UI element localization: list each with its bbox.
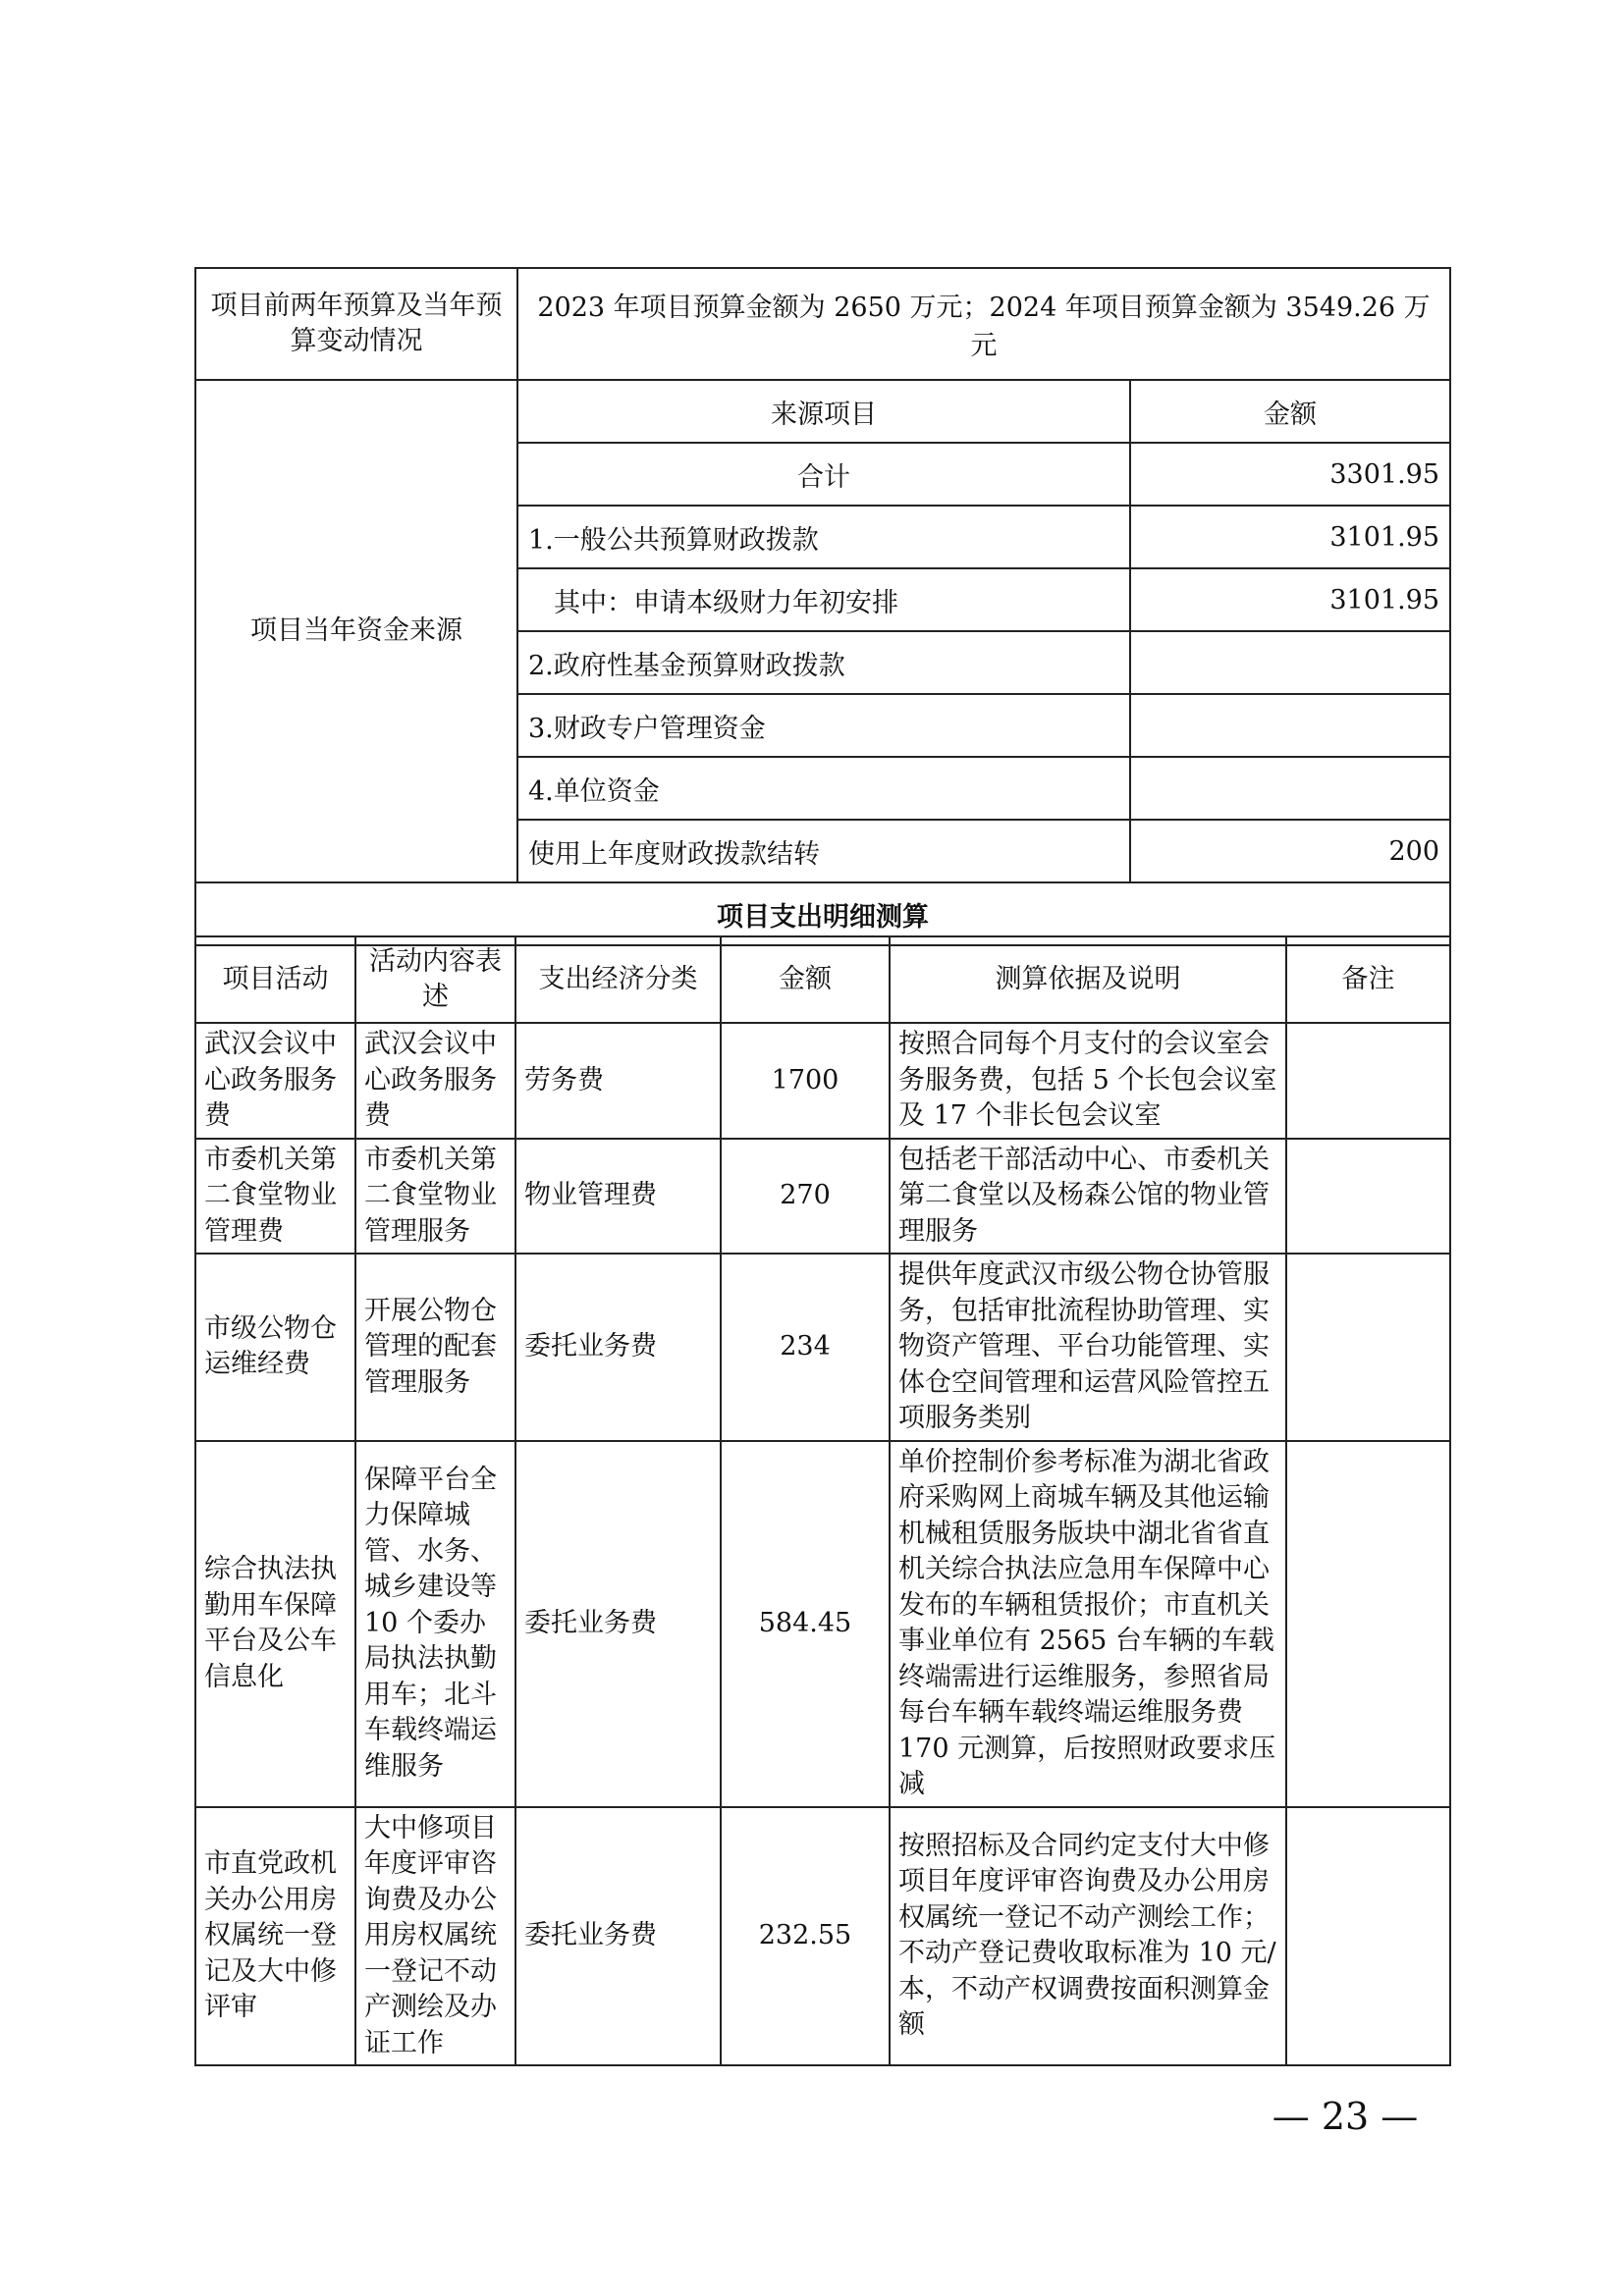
table-row	[195, 1139, 1450, 1255]
table-row	[195, 1807, 1450, 2066]
note-cell	[1286, 1254, 1450, 1441]
source-amount: 3101.95	[1130, 506, 1450, 568]
column-header: 金额	[721, 936, 890, 1023]
source-item-header: 来源项目	[517, 380, 1130, 443]
activity-cell: 市委机关第二食堂物业管理费	[195, 1139, 355, 1255]
source-amount	[1130, 757, 1450, 820]
activity-cell: 武汉会议中心政务服务费	[195, 1023, 355, 1139]
basis-cell: 包括老干部活动中心、市委机关第二食堂以及杨森公馆的物业管理服务	[890, 1139, 1286, 1255]
source-amount: 3101.95	[1130, 568, 1450, 631]
column-header: 备注	[1286, 936, 1450, 1023]
source-amount: 200	[1130, 820, 1450, 882]
source-amount: 3301.95	[1130, 443, 1450, 506]
activity-cell: 市级公物仓运维经费	[195, 1254, 355, 1441]
note-cell	[1286, 1807, 1450, 2066]
source-item: 其中：申请本级财力年初安排	[517, 568, 1130, 631]
note-cell	[1286, 1023, 1450, 1139]
amount-cell: 584.45	[721, 1441, 890, 1807]
category-cell: 劳务费	[515, 1023, 721, 1139]
amount-cell: 270	[721, 1139, 890, 1255]
content-cell: 保障平台全力保障城管、水务、城乡建设等 10 个委办局执法执勤用车；北斗车载终端运维服务	[355, 1441, 515, 1807]
content-cell: 开展公物仓管理的配套管理服务	[355, 1254, 515, 1441]
source-item: 合计	[517, 443, 1130, 506]
table-row	[195, 1023, 1450, 1139]
source-amount-header: 金额	[1130, 380, 1450, 443]
column-header: 活动内容表述	[355, 936, 515, 1023]
column-header: 支出经济分类	[515, 936, 721, 1023]
source-amount	[1130, 631, 1450, 694]
table-row	[195, 1254, 1450, 1441]
category-cell: 委托业务费	[515, 1807, 721, 2066]
source-item: 2.政府性基金预算财政拨款	[517, 631, 1130, 694]
note-cell	[1286, 1139, 1450, 1255]
note-cell	[1286, 1441, 1450, 1807]
content-cell: 大中修项目年度评审咨询费及办公用房权属统一登记不动产测绘及办证工作	[355, 1807, 515, 2066]
source-item: 3.财政专户管理资金	[517, 694, 1130, 757]
activity-cell: 市直党政机关办公用房权属统一登记及大中修评审	[195, 1807, 355, 2066]
source-item: 使用上年度财政拨款结转	[517, 820, 1130, 882]
funding-table	[194, 267, 1451, 946]
expense-detail-title: 项目支出明细测算	[195, 882, 1450, 945]
category-cell: 物业管理费	[515, 1139, 721, 1255]
budget-change-value: 2023 年项目预算金额为 2650 万元；2024 年项目预算金额为 3549.26 万元	[517, 268, 1450, 380]
content-cell: 市委机关第二食堂物业管理服务	[355, 1139, 515, 1255]
basis-cell: 提供年度武汉市级公物仓协管服务，包括审批流程协助管理、实物资产管理、平台功能管理、实体仓空间管理和运营风险管控五项服务类别	[890, 1254, 1286, 1441]
content-cell: 武汉会议中心政务服务费	[355, 1023, 515, 1139]
source-item: 4.单位资金	[517, 757, 1130, 820]
activity-cell: 综合执法执勤用车保障平台及公车信息化	[195, 1441, 355, 1807]
basis-cell: 按照招标及合同约定支付大中修项目年度评审咨询费及办公用房权属统一登记不动产测绘工作；不动产登记费收取标准为 10 元/本，不动产权调费按面积测算金额	[890, 1807, 1286, 2066]
amount-cell: 234	[721, 1254, 890, 1441]
amount-cell: 1700	[721, 1023, 890, 1139]
source-item: 1.一般公共预算财政拨款	[517, 506, 1130, 568]
budget-change-label: 项目前两年预算及当年预算变动情况	[195, 268, 517, 380]
category-cell: 委托业务费	[515, 1254, 721, 1441]
amount-cell: 232.55	[721, 1807, 890, 2066]
category-cell: 委托业务费	[515, 1441, 721, 1807]
page-number: — 23 —	[1272, 2095, 1419, 2138]
basis-cell: 按照合同每个月支付的会议室会务服务费，包括 5 个长包会议室及 17 个非长包会议室	[890, 1023, 1286, 1139]
expense-detail-table	[194, 935, 1451, 2066]
funding-source-label: 项目当年资金来源	[195, 380, 517, 882]
table-row	[195, 1441, 1450, 1807]
source-amount	[1130, 694, 1450, 757]
basis-cell: 单价控制价参考标准为湖北省政府采购网上商城车辆及其他运输机械租赁服务版块中湖北省省直机关综合执法应急用车保障中心发布的车辆租赁报价；市直机关事业单位有 2565 台车辆的车载终端需进行运维服务，参照省局每台车辆车载终端运维服务费 170 元测算，后按照财政要求压减	[890, 1441, 1286, 1807]
column-header: 项目活动	[195, 936, 355, 1023]
column-header: 测算依据及说明	[890, 936, 1286, 1023]
